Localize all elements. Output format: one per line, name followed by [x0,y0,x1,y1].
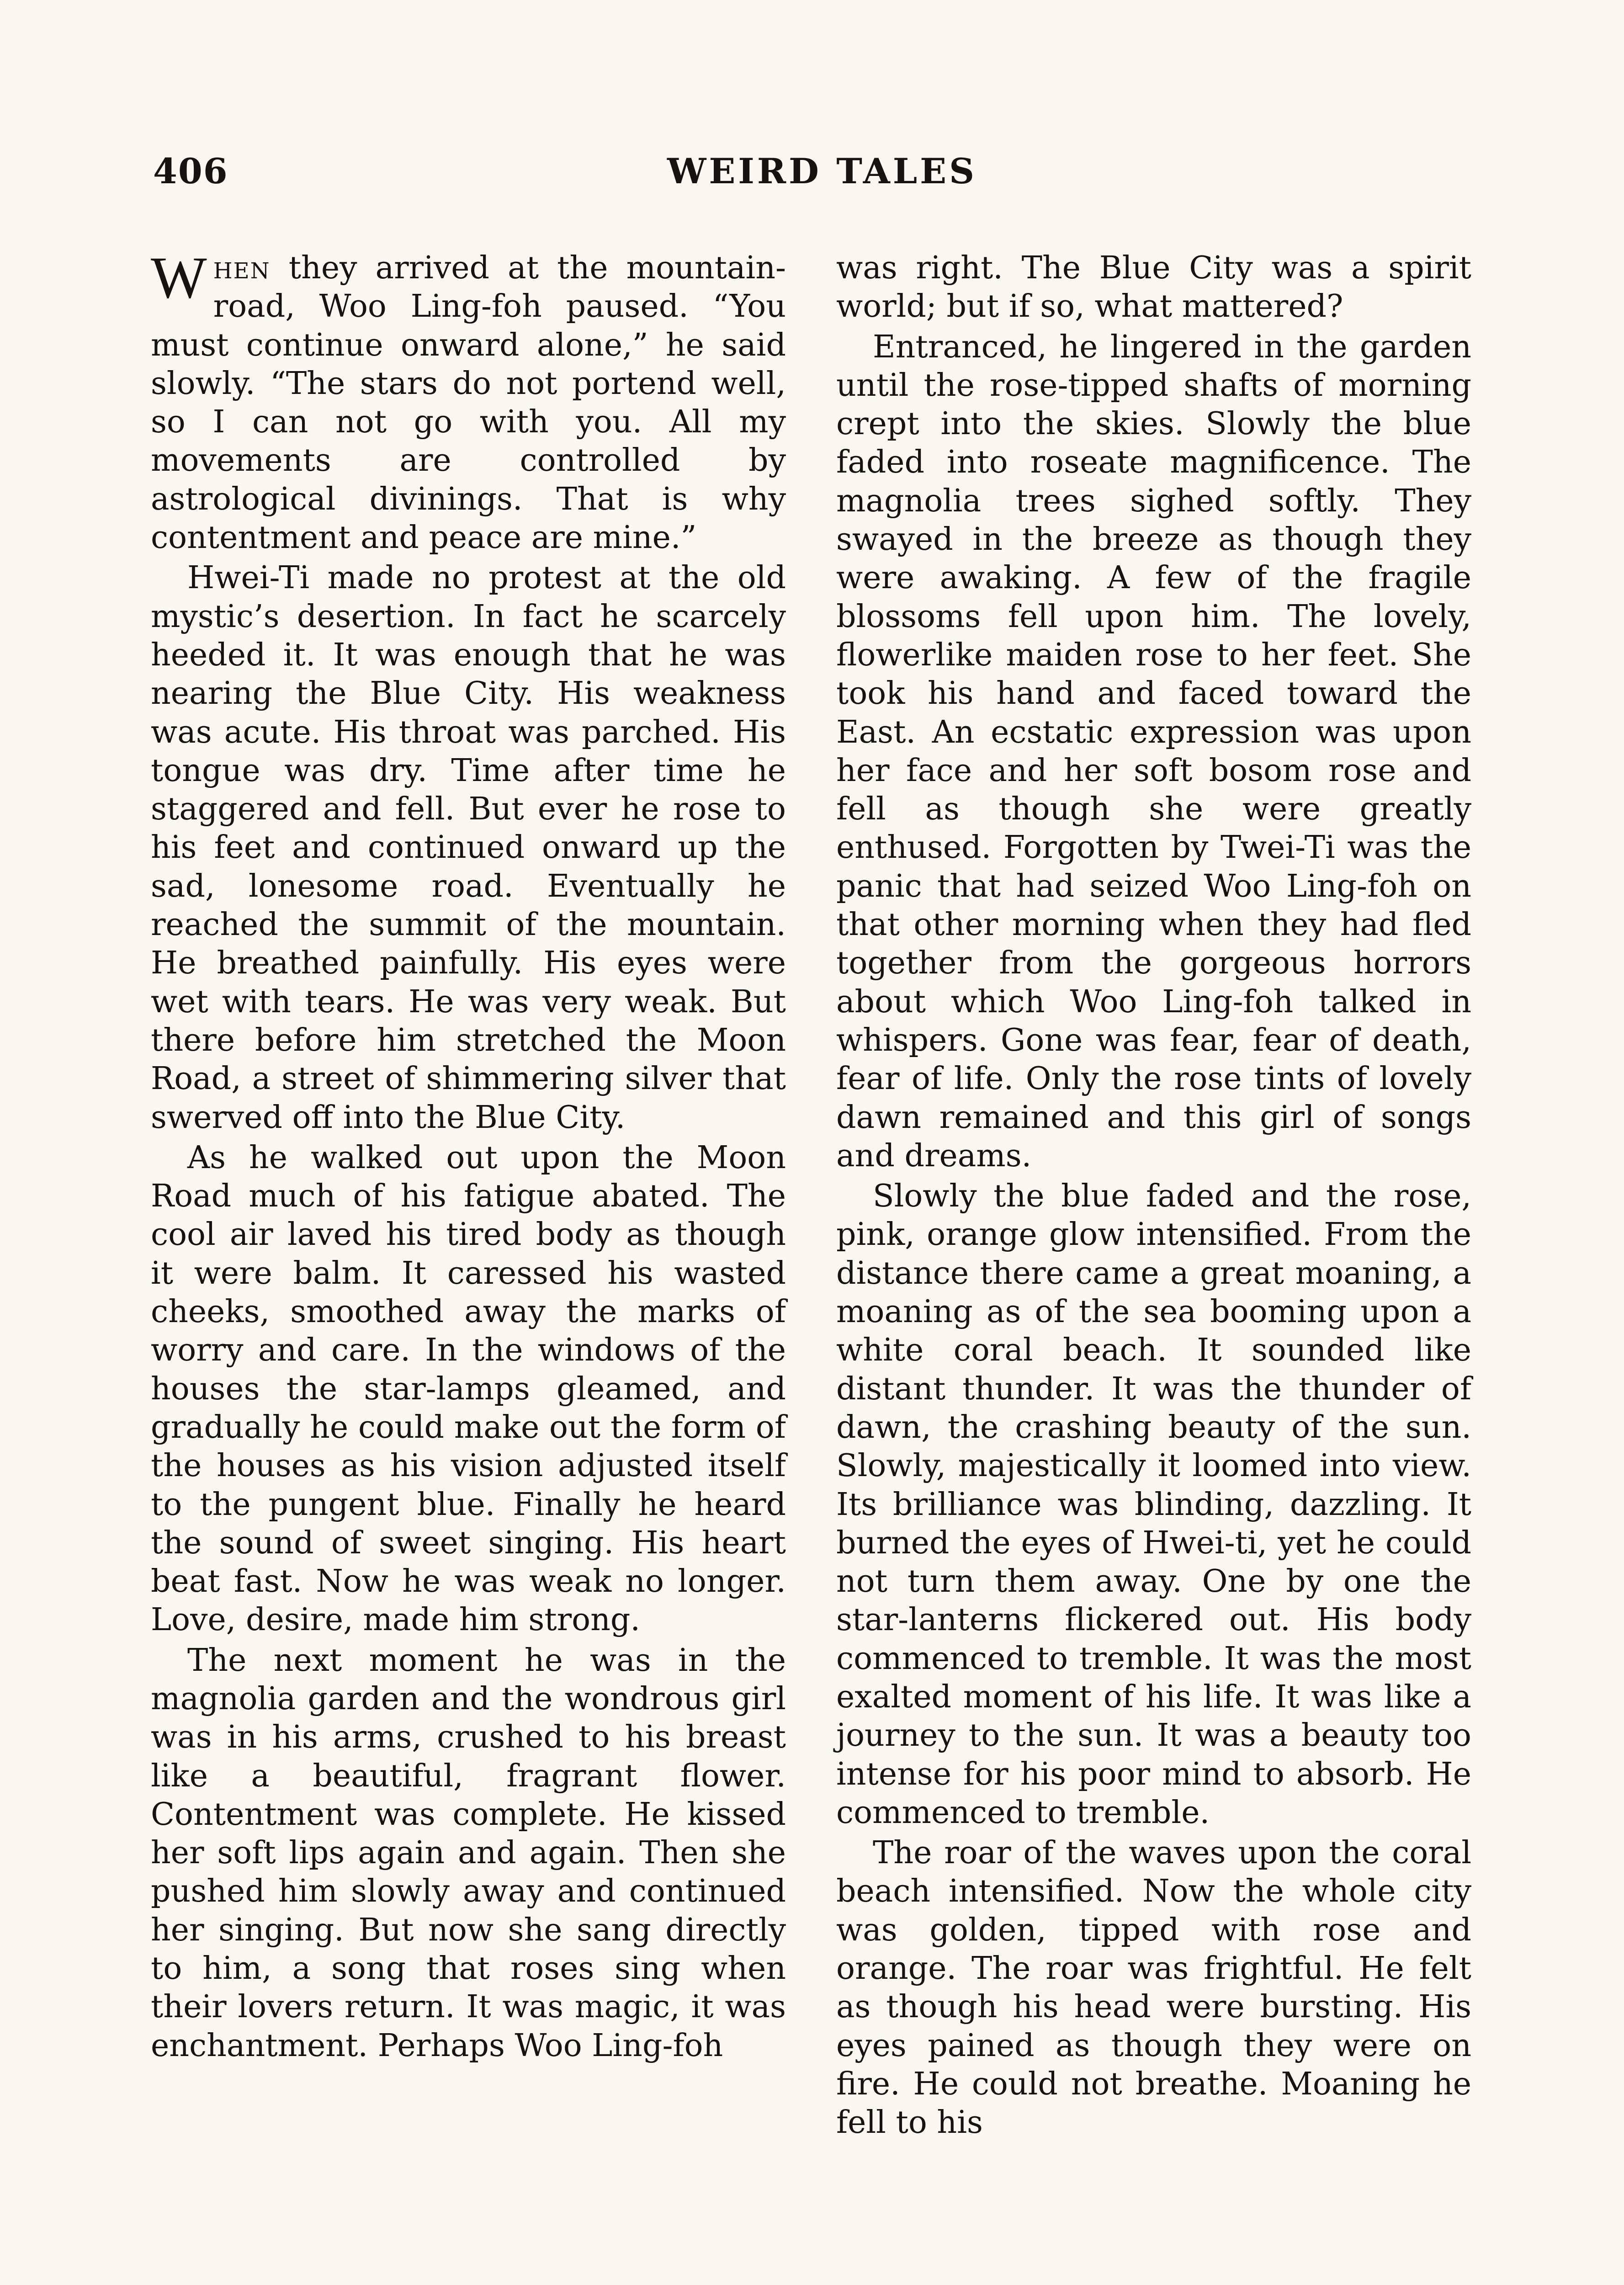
paragraph-5: Entranced, he lingered in the garden until the rose-tipped shafts of morning crept into the skies. Slowly the blue faded into roseate magnificence. The magnolia trees sighed softly. They swayed in the breeze as though they were awaking. A few of the fragile blossoms fell upon him. The lovely, flowerlike maiden rose to her feet. She took his hand and faced toward the East. An ecstatic expression was upon her face and her soft bosom rose and fell as though she were greatly enthused. Forgotten by Twei-Ti was the panic that had seized Woo Ling-foh on that other morning when they had fled together from the gorgeous horrors about which Woo Ling-foh talked in whispers. Gone was fear, fear of death, fear of life. Only the rose tints of lovely dawn remained and this girl of songs and dreams. [836,329,1471,1174]
paragraph-6: Slowly the blue faded and the rose, pink, orange glow intensified. From the distance there came a great moaning, a moaning as of the sea booming upon a white coral beach. It sounded like distant thunder. It was the thunder of dawn, the crashing beauty of the sun. Slowly, majestically it loomed into view. Its brilliance was blinding, dazzling. It burned the eyes of Hwei-ti, yet he could not turn them away. One by one the star-lanterns flickered out. His body commenced to tremble. It was the most exalted moment of his life. It was like a journey to the sun. It was a beauty too intense for his poor mind to absorb. He commenced to tremble. [836,1178,1471,1831]
paragraph-3: As he walked out upon the Moon Road much of his fatigue abated. The cool air laved his tired body as though it were balm. It caressed his wasted cheeks, smoothed away the marks of worry and care. In the windows of the houses the star-lamps gleamed, and gradually he could make out the form of the houses as his vision adjusted itself to the pungent blue. Finally he heard the sound of sweet singing. His heart beat fast. Now he was weak no longer. Love, desire, made him strong. [151,1139,786,1638]
paragraph-7: The roar of the waves upon the coral beach intensified. Now the whole city was golden, tipped with rose and orange. The roar was frightful. He felt as though his head were bursting. His eyes pained as though they were on fire. He could not breathe. Moaning he fell to his [836,1835,1471,2141]
small-caps-opening: hen [213,250,271,286]
left-column [151,245,786,2065]
drop-cap: W [151,245,207,311]
paragraph-2: Hwei-Ti made no protest at the old mystic’s desertion. In fact he scarcely heeded it. It was enough that he was nearing the Blue City. His weakness was acute. His throat was parched. His tongue was dry. Time after time he staggered and fell. But ever he rose to his feet and continued onward up the sad, lonesome road. Eventually he reached the summit of the mountain. He breathed painfully. His eyes were wet with tears. He was very weak. But there before him stretched the Moon Road, a street of shimmering silver that swerved off into the Blue City. [151,560,786,1136]
right-column [836,249,1471,2142]
paragraph-4: The next moment he was in the magnolia garden and the wondrous girl was in his arms, crushed to his breast like a beautiful, fragrant flower. Contentment was complete. He kissed her soft lips again and again. Then she pushed him slowly away and continued her singing. But now she sang directly to him, a song that roses sing when their lovers return. It was magic, it was enchantment. Perhaps Woo Ling-foh [151,1642,786,2064]
running-head: WEIRD TALES [667,151,977,191]
paragraph-continued: was right. The Blue City was a spirit world; but if so, what mattered? [836,250,1471,325]
page-number: 406 [153,151,228,191]
paragraph-1-text: they arrived at the mountain-road, Woo Ling-foh paused. “You must continue onward alone,” he said slowly. “The stars do not portend well, so I can not go with you. All my movements are controlled by astrological divinings. That is why contentment and peace are mine.” [151,250,786,556]
paragraph-1 [151,245,786,557]
